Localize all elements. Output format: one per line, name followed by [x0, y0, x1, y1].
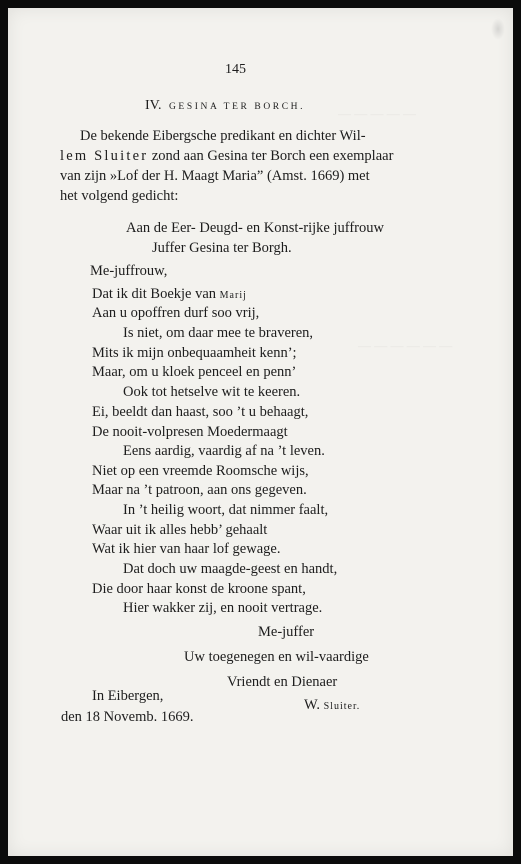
signature: [304, 696, 360, 716]
intro-line-rest: zond aan Gesina ter Borch een exemplaar: [148, 148, 394, 164]
intro-line: van zijn »Lof der H. Maagt Maria” (Amst. 1669) met: [60, 168, 370, 184]
show-through-text: — — — — — —: [358, 338, 453, 353]
poem-line: Maar, om u kloek penceel en penn’: [92, 364, 297, 380]
intro-line: De bekende Eibergsche predikant en dichter Wil-: [80, 128, 366, 144]
closing-line: Uw toegenegen en wil-vaardige: [184, 649, 369, 665]
poem-line: Mits ik mijn onbequaamheit kenn’;: [92, 345, 297, 361]
paper-stain: [491, 18, 505, 40]
show-through-text: — — — — —: [338, 106, 416, 121]
section-title: GESINA TER BORCH.: [168, 102, 306, 112]
page-number: 145: [225, 62, 246, 77]
poem-line: Hier wakker zij, en nooit vertrage.: [123, 600, 323, 616]
intro-line: [60, 147, 393, 165]
dedication-line: Aan de Eer- Deugd- en Konst-rijke juffrouw: [126, 220, 384, 236]
poem-smallcaps-word: Marij: [219, 290, 247, 301]
signature-initial: W.: [304, 697, 320, 713]
poem-line: Waar uit ik alles hebb’ gehaalt: [92, 522, 268, 538]
place-line: In Eibergen,: [92, 688, 164, 704]
poem-line: In ’t heilig woort, dat nimmer faalt,: [123, 502, 329, 518]
poem-line: Aan u opoffren durf soo vrij,: [92, 305, 260, 321]
poem-line-text: Dat ik dit Boekje van: [92, 286, 220, 302]
poem-line: Niet op een vreemde Roomsche wijs,: [92, 463, 309, 479]
date-line: den 18 Novemb. 1669.: [61, 709, 194, 725]
closing-line: Me-juffer: [258, 624, 315, 640]
poem-line: Ei, beeldt dan haast, soo ’t u behaagt,: [92, 404, 309, 420]
poem-line: Is niet, om daar mee te braveren,: [123, 325, 314, 341]
poem-line: Dat doch uw maagde-geest en handt,: [123, 561, 338, 577]
intro-line: het volgend gedicht:: [60, 188, 179, 204]
poem-line: Ook tot hetselve wit te keeren.: [123, 384, 301, 400]
poem-line: De nooit-volpresen Moedermaagt: [92, 424, 288, 440]
section-numeral: IV.: [145, 98, 162, 113]
author-name: lem Sluiter: [60, 148, 149, 164]
poem-line: Wat ik hier van haar lof gewage.: [92, 541, 281, 557]
closing-line: Vriendt en Dienaer: [227, 674, 338, 690]
salutation: Me-juffrouw,: [90, 263, 168, 279]
poem-line: [92, 286, 247, 303]
poem-line: Die door haar konst de kroone spant,: [92, 581, 306, 597]
dedication-line: Juffer Gesina ter Borgh.: [152, 240, 292, 256]
section-heading: [145, 97, 305, 116]
poem-line: Maar na ’t patroon, aan ons gegeven.: [92, 482, 307, 498]
book-page: [8, 8, 513, 856]
signature-surname: Sluiter.: [323, 701, 361, 712]
poem-line: Eens aardig, vaardig af na ’t leven.: [123, 443, 325, 459]
